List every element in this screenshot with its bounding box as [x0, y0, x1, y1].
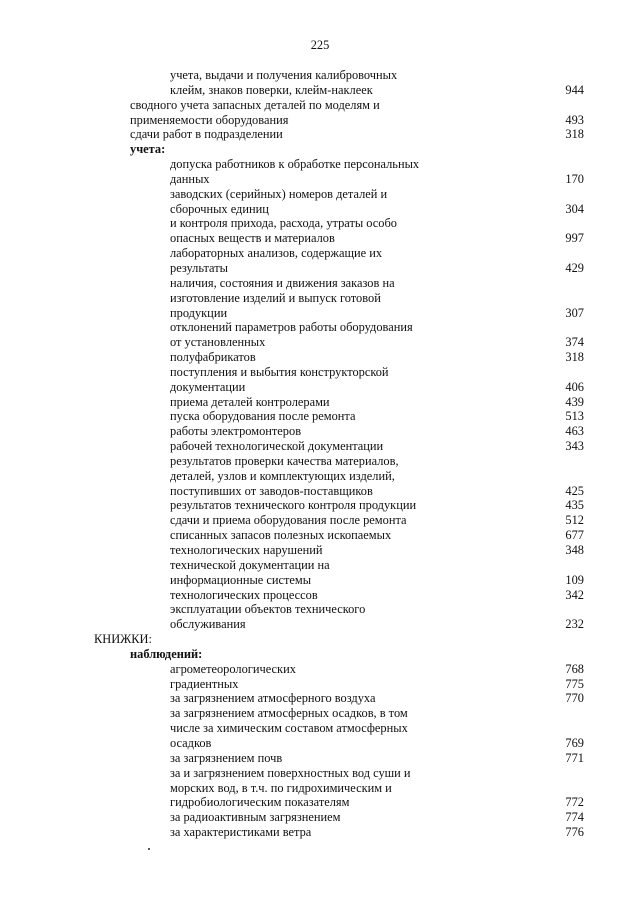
- entry-text: за загрязнением атмосферного воздуха: [170, 691, 376, 706]
- entry-number: 512: [565, 513, 584, 528]
- entry-text: изготовление изделий и выпуск готовой: [170, 290, 381, 305]
- index-entry: [0, 647, 640, 662]
- entry-number: 775: [565, 676, 584, 691]
- entry-number: 170: [565, 171, 584, 186]
- entry-text: применяемости оборудования: [130, 112, 289, 127]
- index-entry: [0, 632, 640, 647]
- entry-text: обслуживания: [170, 617, 246, 632]
- entry-text: отклонений параметров работы оборудования: [170, 320, 413, 335]
- entry-number: 493: [565, 112, 584, 127]
- entry-text: числе за химическим составом атмосферных: [170, 721, 408, 736]
- index-entry: [0, 781, 640, 796]
- index-entry: [0, 291, 640, 306]
- entry-number: 232: [565, 617, 584, 632]
- entry-number: 776: [565, 825, 584, 840]
- entry-number: 772: [565, 795, 584, 810]
- index-list: [0, 68, 640, 840]
- entry-text: технической документации на: [170, 557, 330, 572]
- index-entry: [0, 810, 640, 825]
- page-number: 225: [310, 38, 330, 52]
- index-entry: [0, 736, 640, 751]
- entry-text: результатов проверки качества материалов,: [170, 453, 399, 468]
- entry-text: результатов технического контроля продукции: [170, 498, 417, 513]
- entry-number: 318: [565, 127, 584, 142]
- section-heading: наблюдений:: [130, 646, 203, 661]
- entry-number: 343: [565, 439, 584, 454]
- index-entry: [0, 454, 640, 469]
- entry-text: сборочных единиц: [170, 201, 269, 216]
- index-entry: [0, 246, 640, 261]
- entry-text: лабораторных анализов, содержащие их: [170, 246, 383, 261]
- entry-text: технологических нарушений: [170, 543, 323, 557]
- index-entry: [0, 825, 640, 840]
- entry-text: агрометеорологических: [170, 661, 296, 676]
- entry-text: и контроля прихода, расхода, утраты особо: [170, 216, 397, 231]
- entry-number: 774: [565, 810, 584, 825]
- entry-text: допуска работников к обработке персональных: [170, 157, 420, 172]
- entry-number: 374: [565, 335, 584, 350]
- entry-text: данных: [170, 171, 210, 186]
- entry-text: продукции: [170, 305, 228, 320]
- index-entry: [0, 439, 640, 454]
- entry-text: гидробиологическим показателям: [170, 795, 350, 810]
- index-entry: [0, 543, 640, 558]
- index-entry: [0, 766, 640, 781]
- index-entry: [0, 113, 640, 128]
- entry-number: 768: [565, 661, 584, 676]
- entry-text: приема деталей контролерами: [170, 394, 330, 409]
- entry-number: 677: [565, 528, 584, 543]
- entry-number: 439: [565, 394, 584, 409]
- entry-text: сдачи и приема оборудования после ремонта: [170, 513, 407, 528]
- entry-number: 304: [565, 201, 584, 216]
- index-entry: [0, 588, 640, 603]
- index-entry: [0, 469, 640, 484]
- index-entry: [0, 573, 640, 588]
- index-entry: [0, 409, 640, 424]
- index-entry: [0, 365, 640, 380]
- entry-text: за загрязнением атмосферных осадков, в том: [170, 706, 408, 721]
- entry-text: за загрязнением почв: [170, 750, 283, 765]
- entry-text: эксплуатации объектов технического: [170, 602, 366, 617]
- index-entry: [0, 350, 640, 365]
- entry-number: 406: [565, 379, 584, 394]
- index-entry: [0, 677, 640, 692]
- entry-number: 513: [565, 409, 584, 424]
- entry-text: деталей, узлов и комплектующих изделий,: [170, 468, 395, 483]
- index-entry: [0, 231, 640, 246]
- entry-text: опасных веществ и материалов: [170, 231, 335, 246]
- entry-number: 429: [565, 260, 584, 275]
- index-entry: [0, 261, 640, 276]
- index-entry: [0, 602, 640, 617]
- entry-number: 342: [565, 587, 584, 602]
- entry-text: от установленных: [170, 335, 266, 350]
- index-entry: [0, 172, 640, 187]
- entry-text: информационные системы: [170, 572, 312, 587]
- index-entry: [0, 68, 640, 83]
- entry-text: клейм, знаков поверки, клейм-наклеек: [170, 82, 373, 97]
- entry-number: 348: [565, 543, 584, 557]
- index-entry: [0, 306, 640, 321]
- index-entry: [0, 187, 640, 202]
- entry-text: за радиоактивным загрязнением: [170, 810, 341, 825]
- index-entry: [0, 706, 640, 721]
- index-entry: [0, 127, 640, 142]
- index-entry: [0, 558, 640, 573]
- entry-number: 425: [565, 483, 584, 498]
- index-entry: [0, 276, 640, 291]
- entry-text: за и загрязнением поверхностных вод суши и: [170, 765, 411, 780]
- index-entry: [0, 157, 640, 172]
- entry-number: 944: [565, 82, 584, 97]
- entry-text: пуска оборудования после ремонта: [170, 409, 356, 424]
- index-entry: [0, 142, 640, 157]
- entry-number: 997: [565, 231, 584, 246]
- entry-number: 770: [565, 691, 584, 706]
- entry-number: 109: [565, 572, 584, 587]
- index-entry: [0, 83, 640, 98]
- entry-number: 769: [565, 735, 584, 750]
- entry-text: технологических процессов: [170, 587, 318, 602]
- entry-text: поступления и выбытия конструкторской: [170, 364, 389, 379]
- index-entry: [0, 380, 640, 395]
- index-entry: [0, 335, 640, 350]
- entry-text: полуфабрикатов: [170, 350, 256, 365]
- entry-text: градиентных: [170, 676, 239, 691]
- index-entry: [0, 424, 640, 439]
- entry-text: поступивших от заводов-поставщиков: [170, 483, 373, 498]
- entry-text: списанных запасов полезных ископаемых: [170, 528, 392, 543]
- entry-number: 318: [565, 350, 584, 365]
- index-entry: [0, 528, 640, 543]
- index-entry: [0, 751, 640, 766]
- index-entry: [0, 98, 640, 113]
- index-entry: [0, 662, 640, 677]
- index-entry: [0, 795, 640, 810]
- entry-text: за характеристиками ветра: [170, 825, 312, 840]
- index-entry: [0, 216, 640, 231]
- entry-number: 463: [565, 424, 584, 439]
- index-entry: [0, 513, 640, 528]
- entry-text: КНИЖКИ:: [94, 632, 152, 647]
- index-entry: [0, 498, 640, 513]
- entry-text: результаты: [170, 260, 228, 275]
- entry-text: учета, выдачи и получения калибровочных: [170, 68, 398, 82]
- index-entry: [0, 202, 640, 217]
- entry-text: морских вод, в т.ч. по гидрохимическим и: [170, 780, 392, 795]
- index-entry: [0, 721, 640, 736]
- index-entry: [0, 395, 640, 410]
- section-heading: учета:: [130, 142, 166, 157]
- entry-number: 307: [565, 305, 584, 320]
- entry-number: 771: [565, 750, 584, 765]
- entry-text: наличия, состояния и движения заказов на: [170, 275, 395, 290]
- entry-text: рабочей технологической документации: [170, 439, 384, 454]
- entry-text: сдачи работ в подразделении: [130, 127, 283, 142]
- index-entry: [0, 320, 640, 335]
- entry-text: сводного учета запасных деталей по моделям и: [130, 97, 380, 112]
- entry-number: 435: [565, 498, 584, 513]
- index-entry: [0, 617, 640, 632]
- scan-speck: [148, 848, 150, 850]
- entry-text: работы электромонтеров: [170, 424, 302, 439]
- index-entry: [0, 691, 640, 706]
- entry-text: документации: [170, 379, 246, 394]
- index-entry: [0, 484, 640, 499]
- entry-text: осадков: [170, 735, 212, 750]
- entry-text: заводских (серийных) номеров деталей и: [170, 186, 388, 201]
